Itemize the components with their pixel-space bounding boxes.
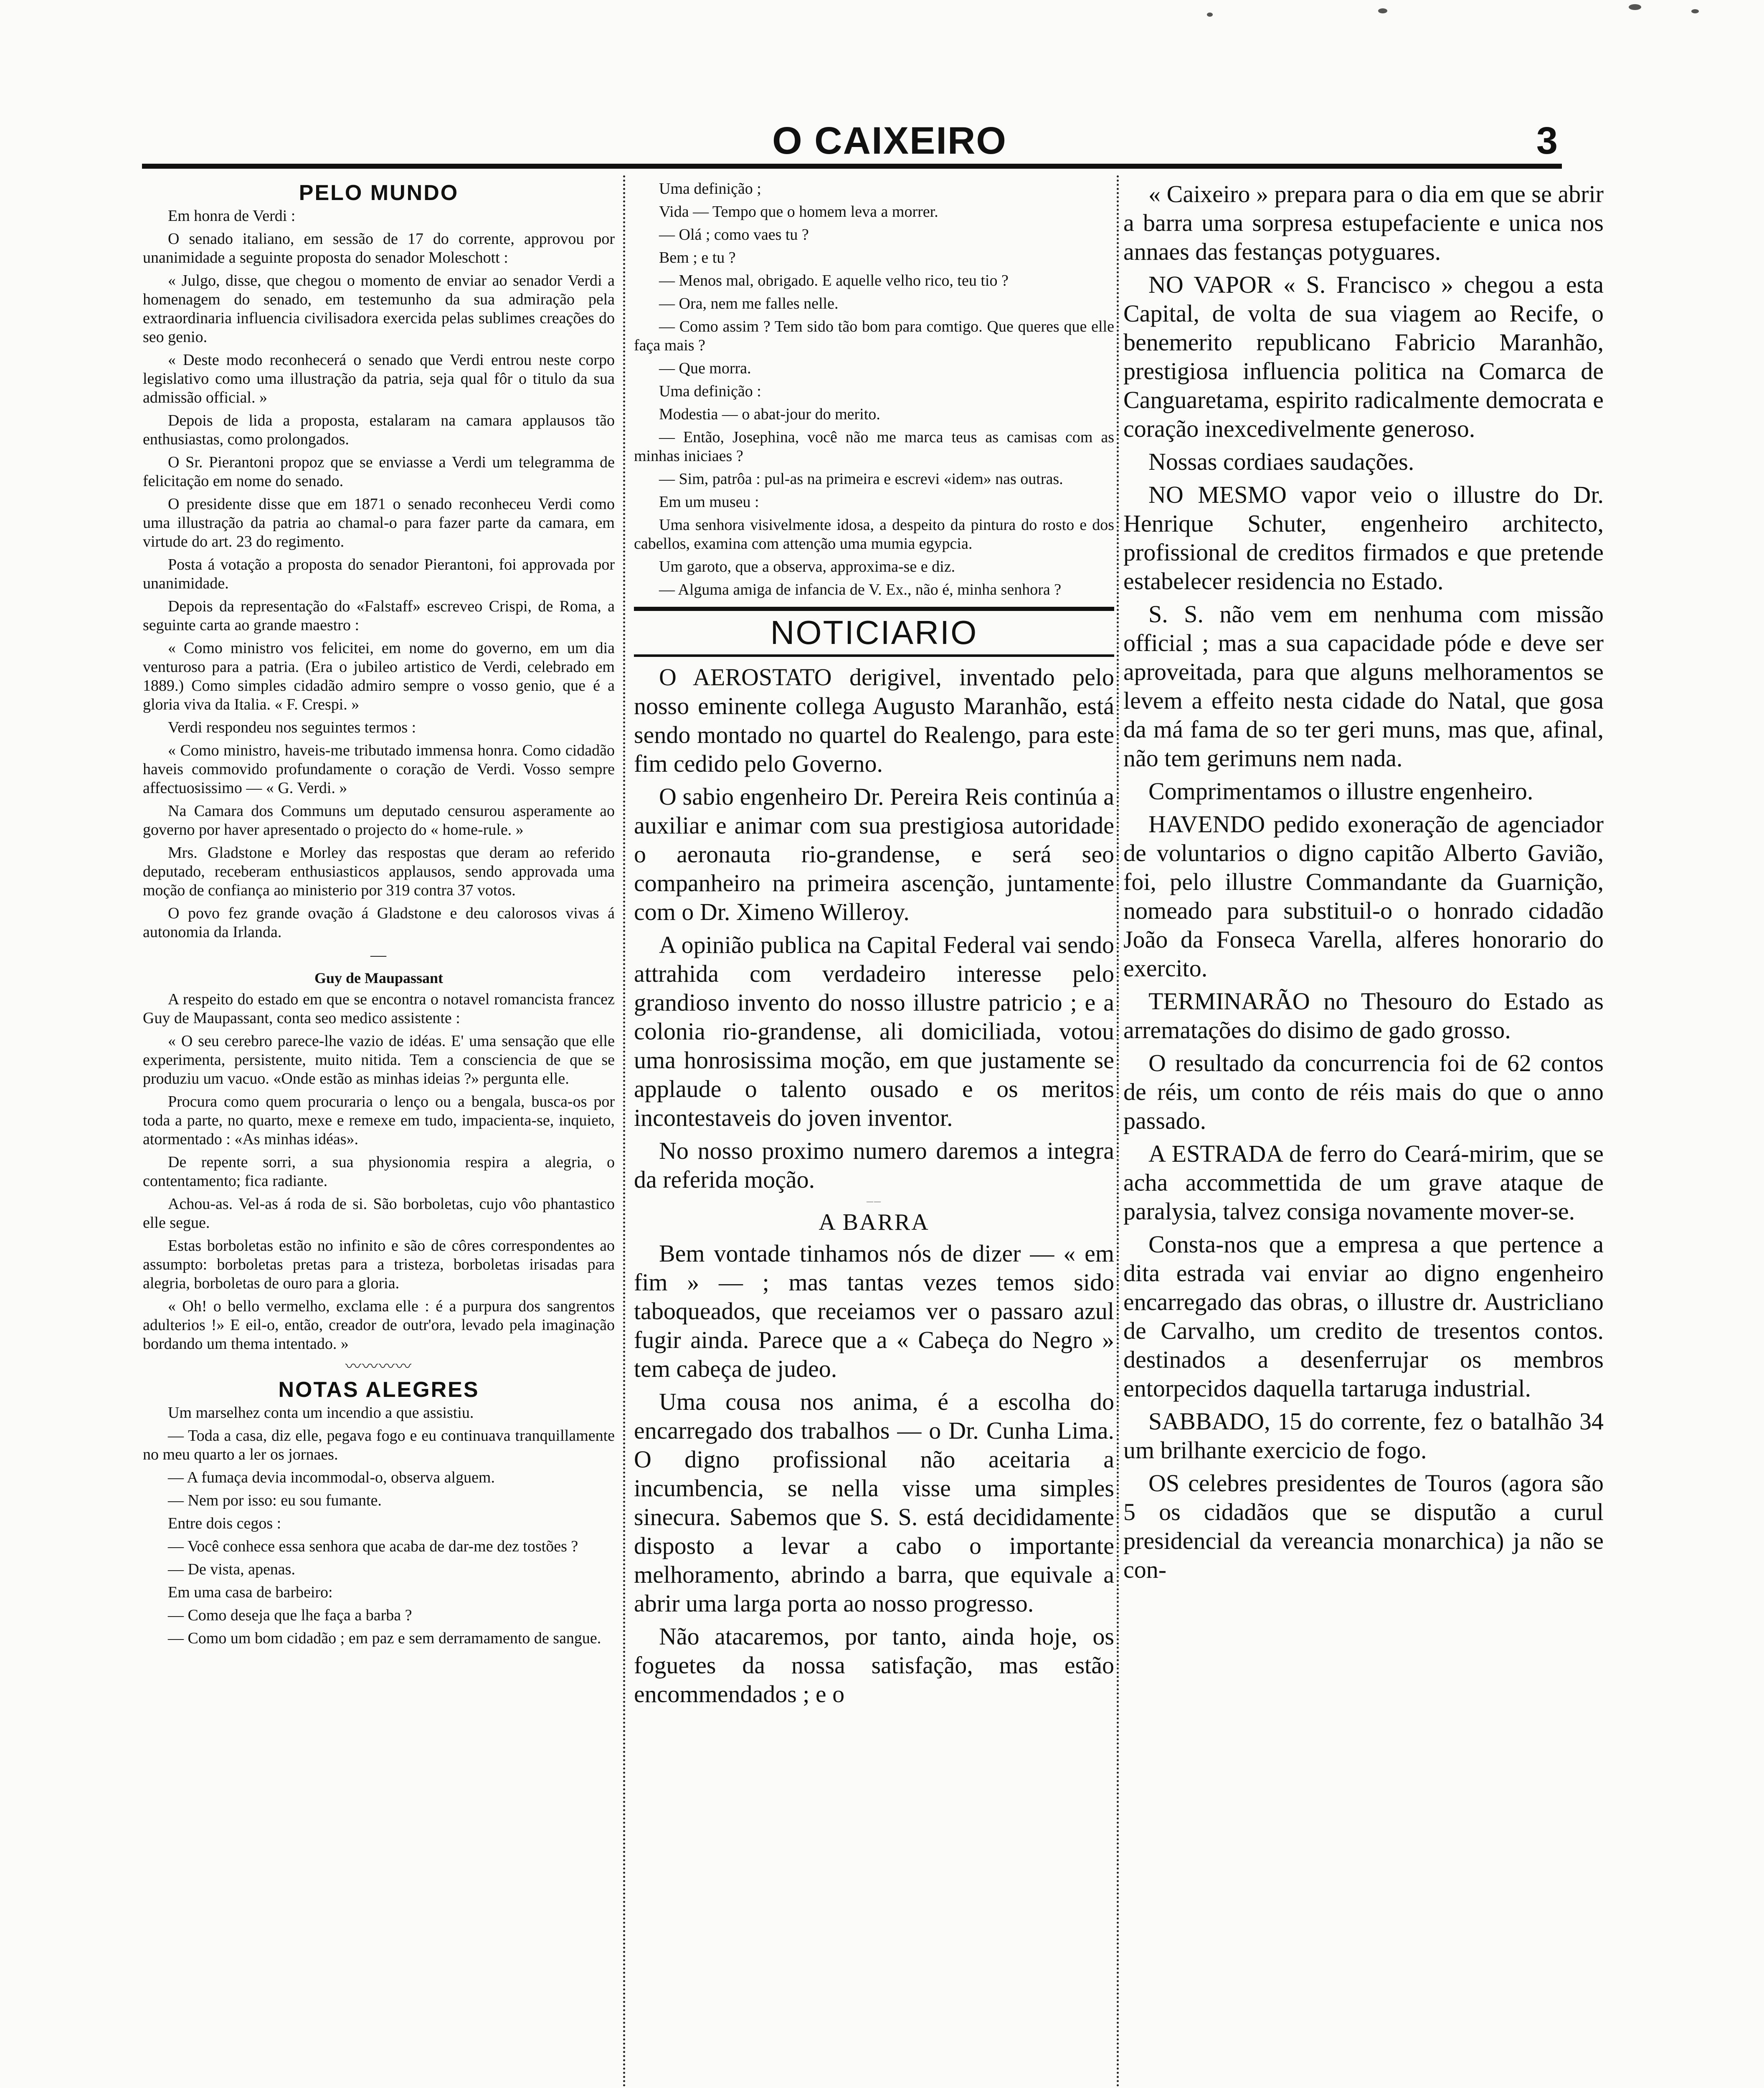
article-paragraph: Depois da representação do «Falstaff» escreveo Crispi, de Roma, a seguinte carta ao grande maestro :: [143, 598, 615, 634]
article-paragraph: Vida — Tempo que o homem leva a morrer.: [659, 203, 938, 220]
barra-body: [634, 1239, 1114, 1708]
article-paragraph: Uma senhora visivelmente idosa, a despeito da pintura do rosto e dos cabellos, examina com attenção uma mumia egypcia.: [634, 516, 1114, 552]
article-paragraph: — Alguma amiga de infancia de V. Ex., não é, minha senhora ?: [659, 581, 1062, 598]
scan-speck: [1629, 4, 1641, 10]
article-paragraph: — Que morra.: [659, 360, 751, 377]
notas-heading: NOTAS ALEGRES: [278, 1378, 479, 1402]
notas-continued-body: [634, 180, 1114, 599]
article-paragraph: Em um museu :: [659, 493, 759, 511]
article-paragraph: NO VAPOR « S. Francisco » chegou a esta Capital, de volta de sua viagem ao Recife, o benemerito republicano Fabricio Maranhão, prestigiosa influencia politica na Comarca de Canguaretama, espirito radicalmente democrata e coração inexcedivelmente generoso.: [1123, 271, 1604, 442]
article-paragraph: Em uma casa de barbeiro:: [168, 1584, 333, 1601]
scan-speck: [1691, 9, 1699, 13]
article-paragraph: O povo fez grande ovação á Gladstone e deu calorosos vivas á autonomia da Irlanda.: [143, 905, 615, 941]
article-paragraph: « Como ministro vos felicitei, em nome do governo, em um dia venturoso para a patria. (Era o jubileo artistico de Verdi, celebrado em 1889.) Como simples cidadão admiro sempre o vosso genio, que é a gloria viva da Italia. « F. Crespi. »: [143, 639, 615, 713]
pelo-mundo-heading: PELO MUNDO: [299, 181, 459, 205]
article-paragraph: TERMINARÃO no Thesouro do Estado as arrematações do disimo de gado grosso.: [1123, 988, 1604, 1044]
column-middle: [634, 180, 1114, 2088]
noticiario-heading: NOTICIARIO: [634, 607, 1114, 657]
article-paragraph: Comprimentamos o illustre engenheiro.: [1148, 778, 1533, 805]
article-paragraph: — Como um bom cidadão ; em paz e sem derramamento de sangue.: [168, 1629, 601, 1647]
divider-ornament: ——: [867, 1198, 882, 1205]
article-paragraph: O AEROSTATO derigivel, inventado pelo nosso eminente collega Augusto Maranhão, está sendo montado no quartel do Realengo, para este fim cedido pelo Governo.: [634, 664, 1114, 777]
article-paragraph: — Então, Josephina, você não me marca teus as camisas com as minhas iniciaes ?: [634, 428, 1114, 465]
scan-speck: [1378, 8, 1387, 13]
article-paragraph: Não atacaremos, por tanto, ainda hoje, os foguetes da nossa satisfação, mas estão encommendados ; e o: [634, 1623, 1114, 1708]
article-paragraph: « Julgo, disse, que chegou o momento de enviar ao senador Verdi a homenagem do senado, em testemunho da sua admiração pela extraordinaria influencia civilisadora exercida pelas sublimes creações do seo genio.: [143, 272, 615, 346]
article-paragraph: O resultado da concurrencia foi de 62 contos de réis, um conto de réis mais do que o anno passado.: [1123, 1049, 1604, 1134]
column-divider-1: [623, 175, 625, 2088]
article-paragraph: Entre dois cegos :: [168, 1515, 281, 1532]
article-paragraph: Nossas cordiaes saudações.: [1148, 448, 1414, 475]
article-paragraph: Estas borboletas estão no infinito e são de côres correspondentes ao assumpto: borboletas pretas para a tristeza, borboletas irisadas para alegria, borboletas de ouro para a gloria.: [143, 1237, 615, 1292]
article-paragraph: NO MESMO vapor veio o illustre do Dr. Henrique Schuter, engenheiro architecto, profissional de creditos firmados e que pretende estabelecer residencia no Estado.: [1123, 481, 1604, 595]
guy-body: [143, 990, 615, 1353]
scan-speck: [1207, 13, 1213, 17]
article-paragraph: — Você conhece essa senhora que acaba de dar-me dez tostões ?: [168, 1538, 578, 1555]
column-divider-2: [1117, 175, 1119, 2088]
article-paragraph: A ESTRADA de ferro do Ceará-mirim, que se acha accommettida de um grave ataque de paralysia, talvez consiga novamente mover-se.: [1123, 1140, 1604, 1225]
article-paragraph: « Como ministro, haveis-me tributado immensa honra. Como cidadão haveis commovido profundamente o coração de Verdi. Vosso sempre affectuosissimo — « G. Verdi. »: [143, 742, 615, 797]
article-paragraph: O senado italiano, em sessão de 17 do corrente, approvou por unanimidade a seguinte proposta do senador Moleschott :: [143, 230, 615, 266]
article-paragraph: Bem ; e tu ?: [659, 249, 736, 266]
article-paragraph: No nosso proximo numero daremos a integra da referida moção.: [634, 1137, 1114, 1193]
noticiario-body: [634, 663, 1114, 1194]
article-paragraph: Bem vontade tinhamos nós de dizer — « em fim » — ; mas tantas vezes temos sido taboqueados, que receiamos ver o passaro azul fugir ainda. Parece que a « Cabeça do Negro » tem cabeça de judeo.: [634, 1240, 1114, 1382]
article-paragraph: Modestia — o abat-jour do merito.: [659, 405, 880, 423]
header-rule: [142, 164, 1562, 169]
column-left: [143, 180, 615, 2088]
article-paragraph: Achou-as. Vel-as á roda de si. São borboletas, cujo vôo phantastico elle segue.: [143, 1195, 615, 1232]
barra-heading: A BARRA: [819, 1209, 930, 1235]
article-paragraph: Na Camara dos Communs um deputado censurou asperamente ao governo por haver apresentado o projecto do « home-rule. »: [143, 802, 615, 839]
article-paragraph: Consta-nos que a empresa a que pertence a dita estrada vai enviar ao digno engenheiro encarregado das obras, o illustre dr. Austricliano de Carvalho, um credito de tresentos contos. destinados a desenferrujar os membros entorpecidos daquella tartaruga industrial.: [1123, 1231, 1604, 1402]
article-paragraph: O Sr. Pierantoni propoz que se enviasse a Verdi um telegramma de felicitação em nome do senado.: [143, 454, 615, 490]
article-paragraph: — Ora, nem me falles nelle.: [659, 295, 839, 312]
divider-ornament: 〰〰〰〰: [345, 1358, 412, 1376]
article-paragraph: — Olá ; como vaes tu ?: [659, 226, 809, 243]
article-paragraph: — Sim, patrôa : pul-as na primeira e escrevi «idem» nas outras.: [659, 470, 1063, 488]
article-paragraph: Mrs. Gladstone e Morley das respostas que deram ao referido deputado, receberam enthusiasticos applausos, sendo approvada uma moção de confiança ao ministerio por 319 contra 37 votos.: [143, 844, 615, 899]
article-paragraph: Uma cousa nos anima, é a escolha do encarregado dos trabalhos — o Dr. Cunha Lima. O digno profissional não aceitaria a incumbencia, se nella visse uma simples sinecura. Sabemos que S. S. está decididamente disposto a levar a cabo o importante melhoramento, abrindo a barra, que equivale a abrir uma larga porta ao nosso progresso.: [634, 1388, 1114, 1617]
article-paragraph: Um garoto, que a observa, approxima-se e diz.: [659, 558, 956, 575]
column-right: [1123, 180, 1604, 2088]
article-paragraph: — Nem por isso: eu sou fumante.: [168, 1492, 382, 1509]
article-paragraph: — Toda a casa, diz elle, pegava fogo e eu continuava tranquillamente no meu quarto a ler os jornaes.: [143, 1427, 615, 1463]
article-paragraph: O sabio engenheiro Dr. Pereira Reis continúa a auxiliar e animar com sua prestigiosa autoridade o aeronauta rio-grandense, e será seo companheiro na primeira ascenção, juntamente com o Dr. Ximeno Willeroy.: [634, 783, 1114, 925]
article-paragraph: « Caixeiro » prepara para o dia em que se abrir a barra uma sorpresa estupefaciente e unica nos annaes das festanças potyguares.: [1123, 180, 1604, 265]
article-paragraph: Uma definição ;: [659, 180, 761, 198]
article-paragraph: OS celebres presidentes de Touros (agora são 5 os cidadãos que se disputão a curul presidencial da vereancia monarchica) ja não se con-: [1123, 1470, 1604, 1583]
article-paragraph: — Como assim ? Tem sido tão bom para comtigo. Que queres que elle faça mais ?: [634, 318, 1114, 354]
article-paragraph: — De vista, apenas.: [168, 1561, 295, 1578]
guy-heading: Guy de Maupassant: [314, 970, 444, 986]
article-paragraph: O presidente disse que em 1871 o senado reconheceu Verdi como uma illustração da patria ao chamal-o para fazer parte da camara, em virtude do art. 23 do regimento.: [143, 495, 615, 550]
article-paragraph: De repente sorri, a sua physionomia respira a alegria, o contentamento; fica radiante.: [143, 1153, 615, 1190]
article-paragraph: Posta á votação a proposta do senador Pierantoni, foi approvada por unanimidade.: [143, 556, 615, 592]
article-paragraph: « Oh! o bello vermelho, exclama elle : é a purpura dos sangrentos adulterios !» E eil-o, então, creador de outr'ora, levado pela imaginação bordando um thema intentado. »: [143, 1297, 615, 1353]
article-paragraph: « O seu cerebro parece-lhe vazio de idéas. E' uma sensação que elle experimenta, persistente, muito nitida. Tem a consciencia de que se produziu um vacuo. «Onde estão as minhas ideias ?» pergunta elle.: [143, 1032, 615, 1087]
pelo-mundo-body: [143, 207, 615, 942]
article-paragraph: Uma definição :: [659, 383, 761, 400]
masthead-title: O CAIXEIRO: [772, 119, 1007, 162]
article-paragraph: SABBADO, 15 do corrente, fez o batalhão 34 um brilhante exercicio de fogo.: [1123, 1408, 1604, 1464]
page-number: 3: [1536, 119, 1558, 162]
article-paragraph: Verdi respondeu nos seguintes termos :: [168, 719, 416, 736]
article-paragraph: A opinião publica na Capital Federal vai sendo attrahida com verdadeiro interesse pelo grandioso invento do nosso illustre patricio ; e a colonia rio-grandense, ali domiciliada, votou uma honrosissima moção, em que justamente se applaude o talento ousado e os meritos incontestaveis do joven inventor.: [634, 931, 1114, 1131]
notas-body: [143, 1404, 615, 1648]
article-paragraph: — Menos mal, obrigado. E aquelle velho rico, teu tio ?: [659, 272, 1009, 289]
article-paragraph: « Deste modo reconhecerá o senado que Verdi entrou neste corpo legislativo como uma illustração da patria, seja qual fôr o titulo da sua admissão official. »: [143, 351, 615, 406]
article-paragraph: S. S. não vem em nenhuma com missão official ; mas a sua capacidade póde e deve ser aproveitada, para que alguns melhoramentos se levem a effeito nesta cidade do Natal, que gosa da má fama de so ter geri muns, mas que, afinal, não tem gerimuns nem nada.: [1123, 601, 1604, 772]
divider-ornament: —: [370, 946, 387, 964]
article-paragraph: Depois de lida a proposta, estalaram na camara applausos tão enthusiastas, como prolongados.: [143, 412, 615, 448]
article-paragraph: — Como deseja que lhe faça a barba ?: [168, 1607, 412, 1624]
article-paragraph: — A fumaça devia incommodal-o, observa alguem.: [168, 1469, 495, 1486]
article-paragraph: A respeito do estado em que se encontra o notavel romancista francez Guy de Maupassant, conta seo medico assistente :: [143, 991, 615, 1027]
article-paragraph: HAVENDO pedido exoneração de agenciador de voluntarios o digno capitão Alberto Gavião, foi, pelo illustre Commandante da Guarnição, nomeado para substituil-o o honrado cidadão João da Fonseca Varella, alferes honorario do exercito.: [1123, 811, 1604, 982]
article-paragraph: Um marselhez conta um incendio a que assistiu.: [168, 1404, 474, 1422]
article-paragraph: Procura como quem procuraria o lenço ou a bengala, busca-os por toda a parte, no quarto, mexe e remexe em tudo, impacienta-se, inquieto, atormentado : «As minhas idéas».: [143, 1093, 615, 1148]
article-paragraph: Em honra de Verdi :: [168, 207, 296, 225]
right-column-body: [1123, 180, 1604, 1584]
